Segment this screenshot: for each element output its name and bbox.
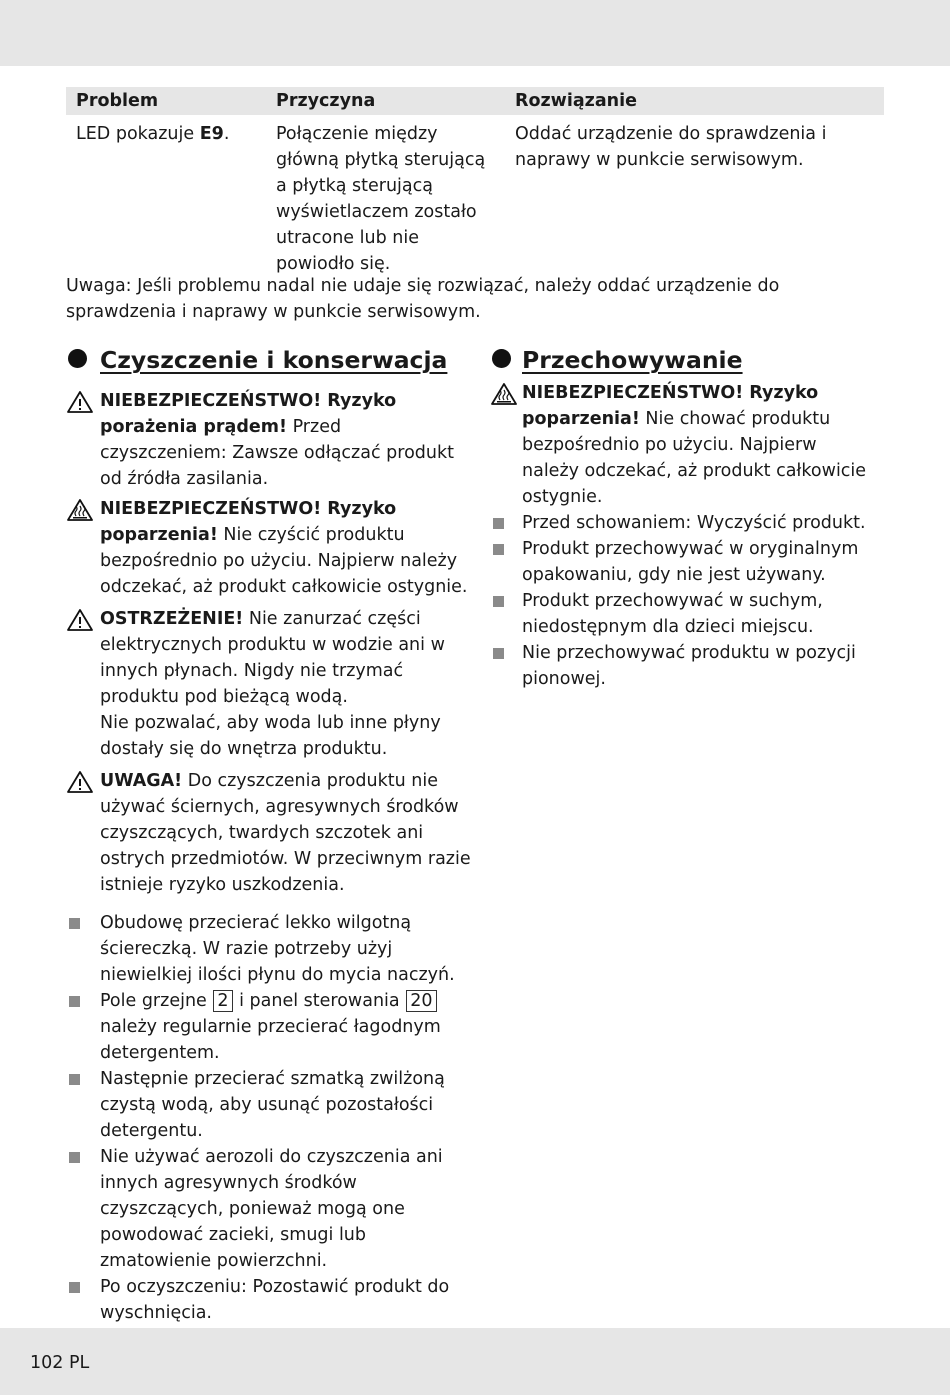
warning-block [490,380,875,510]
table-header-row [66,87,884,115]
square-bullet-icon [493,544,504,555]
warning-text: Nie chować produktu bezpośrednio po użyciu. Najpierw należy odczekać, aż produkt całkowicie ostygnie. [522,409,867,507]
warning-block [66,496,471,600]
square-bullet-icon [69,918,80,929]
list-item: Produkt przechowywać w suchym, niedostępnym dla dzieci miejscu. [490,588,875,640]
square-bullet-icon [69,1282,80,1293]
section-heading: Przechowywanie [490,344,875,376]
footer-band [0,1328,950,1395]
warning-label: NIEBEZPIECZEŃSTWO! Ryzyko poparzenia! [522,383,819,429]
solution-cell: Oddać urządzenie do sprawdzenia i naprawy w punkcie serwisowym. [515,124,827,170]
warning-text: Do czyszczenia produktu nie używać ściernych, agresywnych środków czyszczących, twardych szczotek ani ostrych przedmiotów. W przeciwnym razie istnieje ryzyko uszkodzenia. [100,771,471,895]
warning-text: Nie zanurzać części elektrycznych produktu w wodzie ani w innych płynach. Nigdy nie trzymać produktu pod bieżącą wodą. [100,609,445,707]
list-item: Pole grzejne 2 i panel sterowania 20 należy regularnie przecierać łagodnym detergentem. [66,988,471,1066]
list-item: Nie używać aerozoli do czyszczenia ani innych agresywnych środków czyszczących, ponieważ mogą one powodować zacieki, smugi lub zmatowienie powierzchni. [66,1144,471,1274]
header-band [0,0,950,66]
list-item: Produkt przechowywać w oryginalnym opakowaniu, gdy nie jest używany. [490,536,875,588]
list-item: Nie przechowywać produktu w pozycji pionowej. [490,640,875,692]
square-bullet-icon [69,996,80,1007]
problem-cell [66,115,266,277]
problem-text: LED pokazuje [76,124,195,144]
list-item: Obudowę przecierać lekko wilgotną ściereczką. W razie potrzeby użyj niewielkiej ilości płynu do mycia naczyń. [66,910,471,988]
square-bullet-icon [493,648,504,659]
warning-block [66,768,471,898]
warning-label: NIEBEZPIECZEŃSTWO! Ryzyko porażenia prądem! [100,391,397,437]
warning-text: Przed czyszczeniem: Zawsze odłączać produkt od źródła zasilania. [100,417,454,489]
square-bullet-icon [493,596,504,607]
page-number: 102 PL [30,1353,90,1373]
storage-list [490,510,875,692]
part-number-box: 2 [213,990,232,1012]
warning-triangle-icon [66,770,94,794]
list-item: Po oczyszczeniu: Pozostawić produkt do wyschnięcia. [66,1274,471,1326]
hot-surface-warning-icon [66,498,94,522]
warning-text: Nie pozwalać, aby woda lub inne płyny dostały się do wnętrza produktu. [100,713,441,759]
square-bullet-icon [69,1074,80,1085]
list-item: Następnie przecierać szmatką zwilżoną czystą wodą, aby usunąć pozostałości detergentu. [66,1066,471,1144]
table-row [66,115,884,277]
problem-period: . [223,124,230,144]
hot-surface-warning-icon [490,382,518,406]
note-paragraph: Uwaga: Jeśli problemu nadal nie udaje się rozwiązać, należy oddać urządzenie do sprawdzenia i naprawy w punkcie serwisowym. [66,276,780,322]
warning-triangle-icon [66,390,94,414]
list-item: Przed schowaniem: Wyczyścić produkt. [490,510,875,536]
warning-label: OSTRZEŻENIE! [100,609,244,629]
cleaning-list [66,910,471,1326]
cause-cell: Połączenie między główną płytką sterującą a płytką sterującą wyświetlaczem zostało utracone lub nie powiodło się. [276,124,486,274]
warning-triangle-icon [66,608,94,632]
warning-label: NIEBEZPIECZEŃSTWO! Ryzyko poparzenia! [100,499,397,545]
warning-block [66,606,471,762]
section-heading: Czyszczenie i konserwacja [66,344,471,376]
bullet-dot-icon [492,349,511,368]
column-header: Przyczyna [266,87,505,115]
storage-section [490,344,875,692]
square-bullet-icon [69,1152,80,1163]
warning-text: Nie czyścić produktu bezpośrednio po użyciu. Najpierw należy odczekać, aż produkt całkowicie ostygnie. [100,525,468,597]
part-number-box: 20 [406,990,436,1012]
column-header: Problem [66,87,266,115]
error-code: E9 [199,124,224,144]
square-bullet-icon [493,518,504,529]
cleaning-section [66,344,471,1326]
column-header: Rozwiązanie [505,87,884,115]
troubleshooting-table [66,87,884,277]
bullet-dot-icon [68,349,87,368]
warning-block [66,388,471,492]
warning-label: UWAGA! [100,771,183,791]
